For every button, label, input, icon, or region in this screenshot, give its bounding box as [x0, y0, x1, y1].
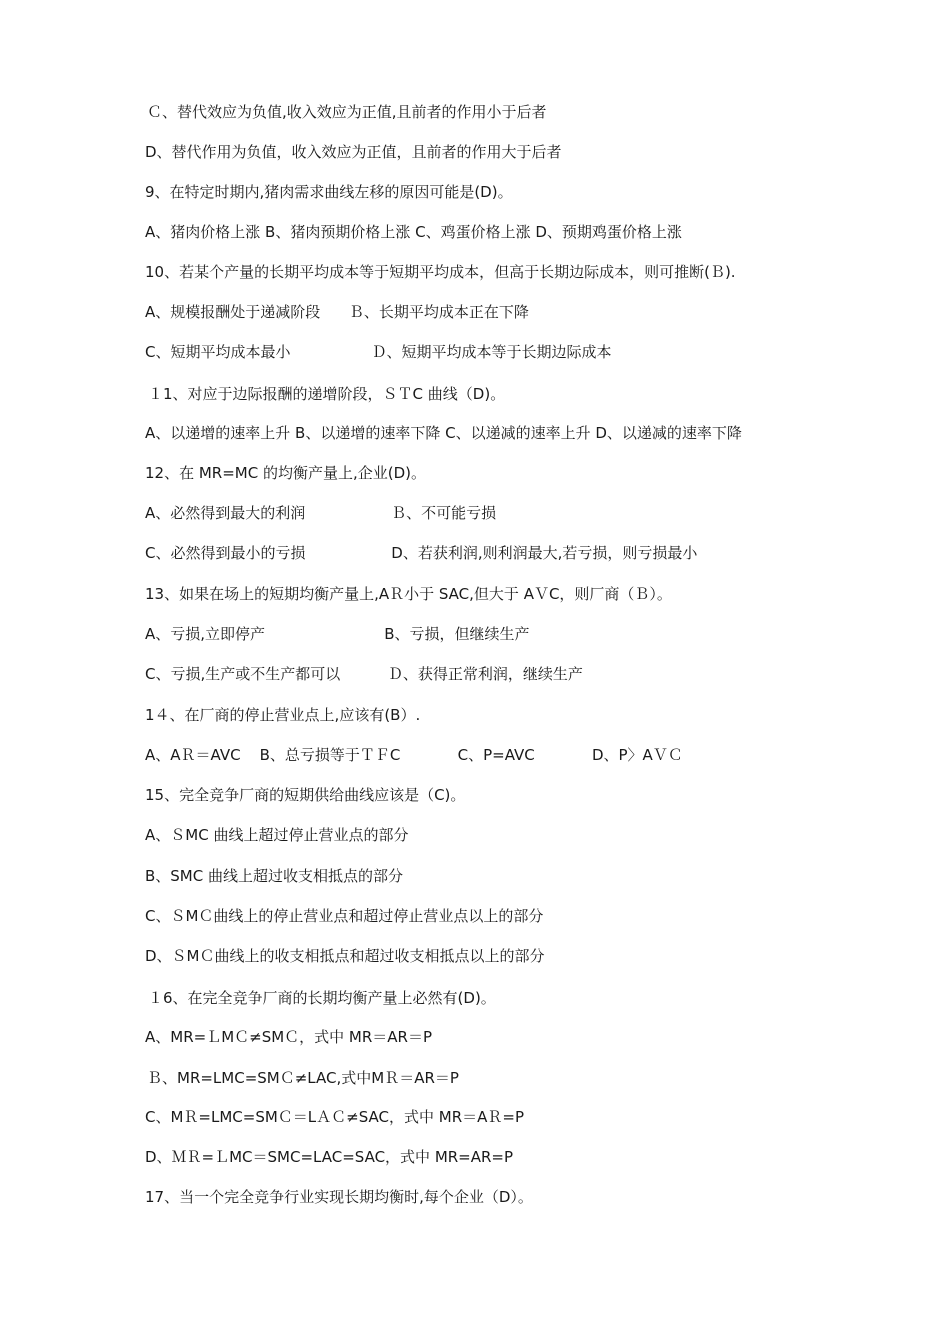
- question-line: 15、完全竞争厂商的短期供给曲线应该是（C)。: [145, 786, 466, 804]
- option-line: C、MＲ=LMC=SMＣ＝LＡＣ≠SAC，式中 MR＝AＲ=P: [145, 1108, 524, 1126]
- question-line: 12、在 MR=MC 的均衡产量上,企业(D)。: [145, 464, 426, 482]
- option-line: B、SMC 曲线上超过收支相抵点的部分: [145, 867, 403, 885]
- option-line: D、替代作用为负值，收入效应为正值，且前者的作用大于后者: [145, 143, 562, 161]
- question-line: 13、如果在场上的短期均衡产量上,AＲ小于 SAC,但大于 AＶC，则厂商（Ｂ）。: [145, 585, 672, 603]
- question-line: 9、在特定时期内,猪肉需求曲线左移的原因可能是(D)。: [145, 183, 513, 201]
- option-line: A、以递增的速率上升 B、以递增的速率下降 C、以递减的速率上升 D、以递减的速率下降: [145, 424, 742, 442]
- question-line: １6、在完全竞争厂商的长期均衡产量上必然有(D)。: [148, 989, 496, 1007]
- option-line: C、ＳMＣ曲线上的停止营业点和超过停止营业点以上的部分: [145, 907, 544, 925]
- option-line: A、规模报酬处于递减阶段 Ｂ、长期平均成本正在下降: [145, 303, 529, 321]
- option-line: A、亏损,立即停产 B、亏损，但继续生产: [145, 625, 530, 643]
- option-line: A、AＲ＝AVC B、总亏损等于ＴＦC C、P=AVC D、P〉AＶＣ: [145, 746, 683, 764]
- option-line: C、短期平均成本最小 Ｄ、短期平均成本等于长期边际成本: [145, 343, 612, 361]
- option-line: D、ＭＲ=ＬMC＝SMC=LAC=SAC，式中 MR=AR=P: [145, 1148, 514, 1166]
- option-line: Ｂ、MR=LMC=SMＣ≠LAC,式中MＲ＝AR＝P: [147, 1069, 459, 1087]
- option-line: Ｃ、替代效应为负值,收入效应为正值,且前者的作用小于后者: [147, 103, 547, 121]
- option-line: C、必然得到最小的亏损 D、若获利润,则利润最大,若亏损，则亏损最小: [145, 544, 698, 562]
- option-line: A、ＳMC 曲线上超过停止营业点的部分: [145, 826, 409, 844]
- question-line: １1、对应于边际报酬的递增阶段，ＳＴC 曲线（D)。: [148, 385, 506, 403]
- option-line: A、MR=ＬMＣ≠SMＣ，式中 MR＝AR＝P: [145, 1028, 433, 1046]
- option-line: A、猪肉价格上涨 B、猪肉预期价格上涨 C、鸡蛋价格上涨 D、预期鸡蛋价格上涨: [145, 223, 682, 241]
- option-line: C、亏损,生产或不生产都可以 Ｄ、获得正常利润，继续生产: [145, 665, 583, 683]
- question-line: 17、当一个完全竞争行业实现长期均衡时,每个企业（D）。: [145, 1188, 533, 1206]
- option-line: A、必然得到最大的利润 Ｂ、不可能亏损: [145, 504, 497, 522]
- option-line: D、ＳMＣ曲线上的收支相抵点和超过收支相抵点以上的部分: [145, 947, 545, 965]
- question-line: 1４、在厂商的停止营业点上,应该有(B）.: [145, 706, 421, 724]
- question-line: 10、若某个产量的长期平均成本等于短期平均成本，但高于长期边际成本，则可推断(Ｂ).: [145, 263, 736, 281]
